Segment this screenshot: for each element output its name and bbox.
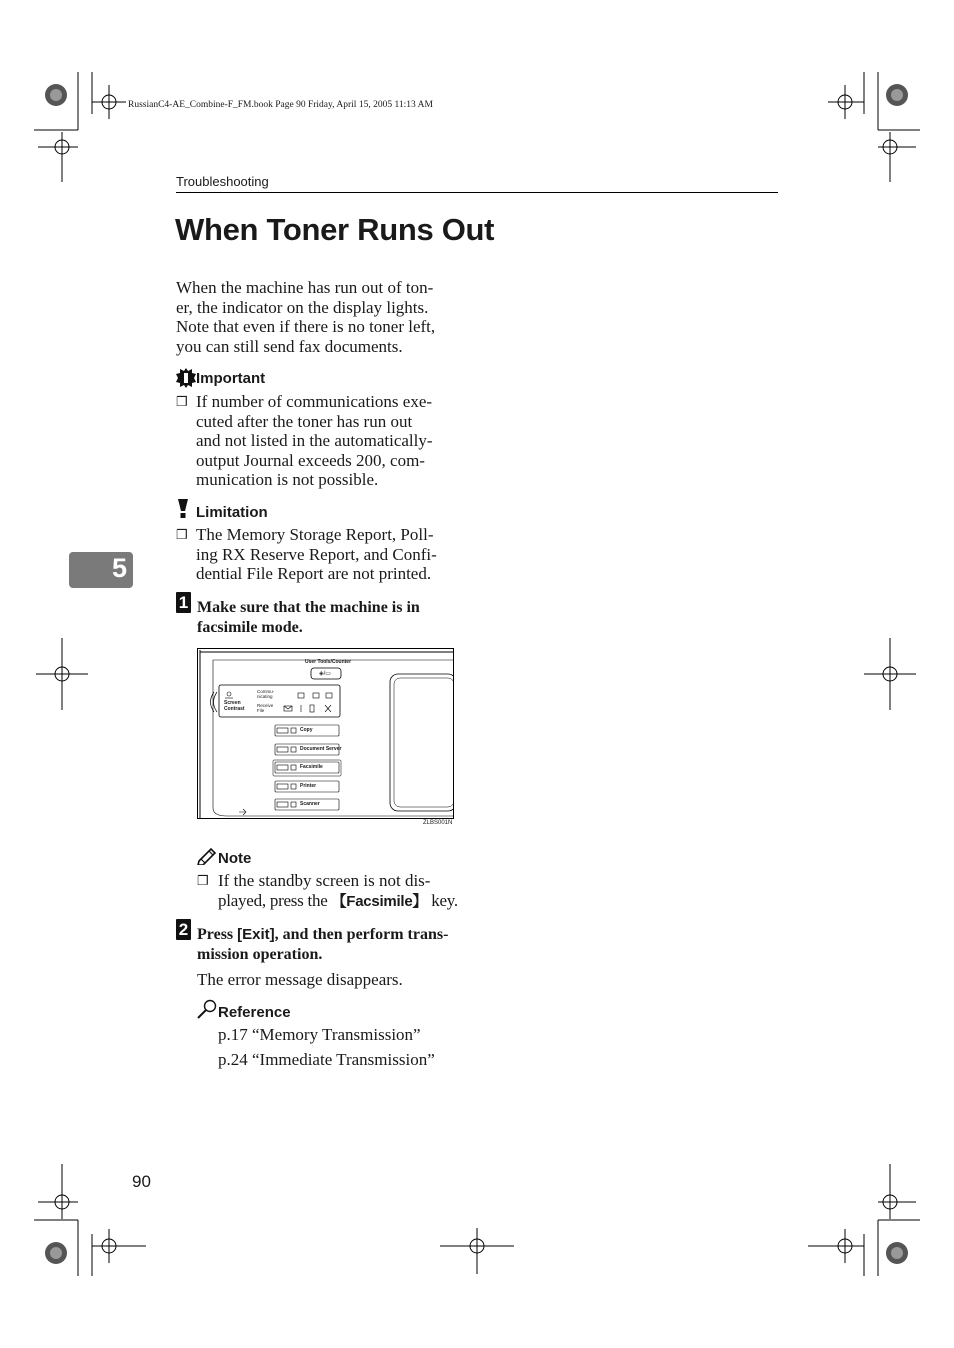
important-line: output Journal exceeds 200, com-: [196, 450, 425, 470]
note-line: If the standby screen is not dis-: [218, 871, 431, 890]
intro-line: er, the indicator on the display lights.: [176, 297, 429, 317]
limitation-line: dential File Report are not printed.: [196, 564, 432, 584]
document-server-key[interactable]: Document Server: [300, 746, 342, 752]
note-item: [218, 871, 460, 911]
important-heading: Important: [196, 370, 266, 387]
reference-link-memory-transmission[interactable]: p.17 “Memory Transmission”: [218, 1025, 421, 1044]
important-bullet: ❒: [176, 394, 188, 409]
registration-mark-bottom-right: [808, 1164, 928, 1276]
note-heading: Note: [218, 850, 252, 867]
limitation-heading: Limitation: [196, 504, 268, 521]
limitation-line: ing RX Reserve Report, and Confi-: [196, 544, 437, 564]
receive-line-2: File: [257, 708, 265, 713]
exit-key-label: [Exit]: [237, 926, 275, 943]
limitation-item: [196, 525, 459, 584]
note-text: played, press the: [218, 890, 332, 910]
header-rule: [176, 192, 778, 193]
important-line: cuted after the toner has run out: [196, 411, 413, 431]
note-bullet: ❒: [197, 873, 209, 888]
scanner-key[interactable]: Scanner: [300, 801, 320, 807]
receive-file-label: [257, 703, 273, 713]
pencil-icon: [197, 847, 217, 865]
comm-line-2: nicating: [257, 694, 273, 699]
step-2-line: [197, 925, 461, 945]
registration-mark-middle-left: [36, 638, 92, 710]
step-2-rest: , and then perform trans-: [274, 926, 449, 943]
limitation-bullet: ❒: [176, 527, 188, 542]
registration-mark-top-right: [808, 72, 928, 187]
step-2-line: mission operation.: [197, 945, 323, 963]
contrast-line-2: Contrast: [224, 706, 245, 712]
registration-mark-top-left: [34, 72, 154, 187]
contrast-line-1: Screen: [224, 700, 241, 706]
important-line: munication is not possible.: [196, 470, 379, 490]
step-1-line: Make sure that the machine is in: [197, 599, 420, 616]
comm-line-1: Commu-: [257, 689, 275, 694]
page-number: 90: [132, 1172, 151, 1191]
step-1-line: facsimile mode.: [197, 618, 303, 636]
facsimile-key-label: 【Facsimile】: [331, 892, 428, 910]
step-2-text: [197, 925, 461, 964]
user-tools-label: User Tools/Counter: [305, 659, 352, 665]
illustration-code: ZLBS001N: [423, 820, 453, 826]
facsimile-key-name: Facsimile: [346, 892, 413, 910]
control-panel-illustration: [197, 648, 454, 819]
file-info-header: RussianC4-AE_Combine-F_FM.book Page 90 Friday, April 15, 2005 11:13 AM: [128, 100, 433, 110]
registration-mark-bottom-center: [440, 1228, 516, 1276]
note-text: key.: [427, 890, 458, 910]
user-tools-key[interactable]: ◈/▭: [319, 671, 331, 677]
step-2-press: Press: [197, 926, 238, 943]
page-title: When Toner Runs Out: [175, 212, 495, 247]
step-2-result: The error message disappears.: [197, 970, 403, 989]
exit-key-name: Exit: [242, 926, 270, 943]
intro-line: When the machine has run out of ton-: [176, 278, 434, 297]
registration-mark-middle-right: [862, 638, 918, 710]
receive-line-1: Receive: [257, 703, 274, 708]
important-line: If number of communications exe-: [196, 392, 433, 411]
reference-heading: Reference: [218, 1004, 291, 1021]
screen-contrast-label: [224, 700, 245, 712]
intro-line: Note that even if there is no toner left,: [176, 317, 436, 337]
step-1-text: [197, 598, 460, 637]
magnifier-icon: [197, 999, 217, 1019]
step-2-marker: 2: [176, 919, 191, 940]
running-head: Troubleshooting: [176, 174, 269, 189]
printer-key[interactable]: Printer: [300, 783, 317, 789]
intro-line: you can still send fax documents.: [176, 336, 403, 356]
communicating-label: [257, 689, 274, 699]
note-line: [218, 891, 460, 912]
important-icon: [176, 368, 196, 388]
step-1-marker: 1: [176, 592, 191, 613]
reference-link-immediate-transmission[interactable]: p.24 “Immediate Transmission”: [218, 1050, 435, 1069]
intro-paragraph: [176, 278, 460, 356]
facsimile-key[interactable]: Facsimile: [300, 764, 323, 770]
limitation-icon: [176, 499, 190, 519]
chapter-number: 5: [112, 553, 128, 583]
important-item: [196, 392, 459, 490]
limitation-line: The Memory Storage Report, Poll-: [196, 525, 434, 544]
copy-key[interactable]: Copy: [300, 727, 313, 733]
important-line: and not listed in the automatically-: [196, 431, 433, 451]
